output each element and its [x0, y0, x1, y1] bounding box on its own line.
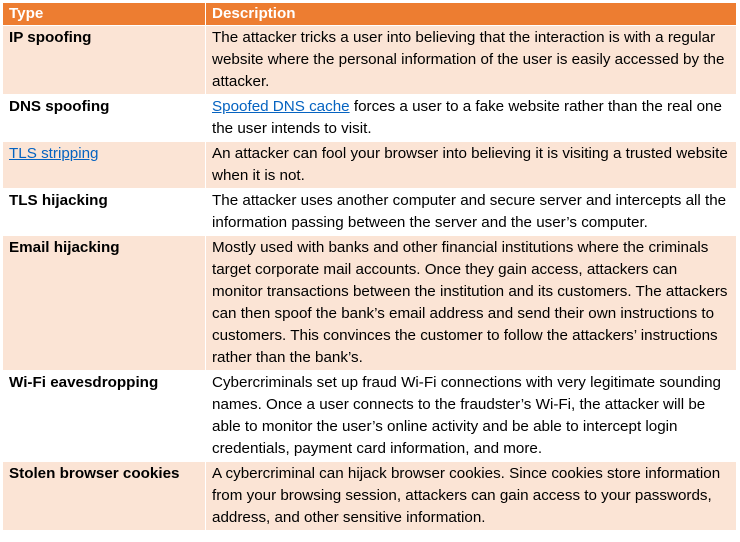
row-type: TLS hijacking: [3, 189, 206, 236]
row-description: [206, 95, 737, 142]
table-row-tls-hijacking: [3, 189, 737, 236]
row-description: The attacker uses another computer and secure server and intercepts all the information passing between the server and the user’s computer.: [206, 189, 737, 236]
row-description: A cybercriminal can hijack browser cookies. Since cookies store information from your browsing session, attackers can gain access to your passwords, address, and other sensitive information.: [206, 462, 737, 531]
table-row-stolen-browser-cookies: [3, 462, 737, 531]
table-body: [3, 26, 737, 531]
row-description-text: forces a user to a fake website rather than the real one the user intends to visit.: [212, 98, 722, 137]
table-row-wifi-eavesdropping: [3, 371, 737, 462]
table-header: [3, 3, 737, 26]
table-row-email-hijacking: [3, 236, 737, 371]
row-type: Stolen browser cookies: [3, 462, 206, 531]
header-description: Description: [206, 3, 737, 26]
table-row-ip-spoofing: [3, 26, 737, 95]
mitm-attack-types-table: [2, 2, 737, 531]
row-type: Wi-Fi eavesdropping: [3, 371, 206, 462]
row-description: An attacker can fool your browser into believing it is visiting a trusted website when it is not.: [206, 142, 737, 189]
row-type: Email hijacking: [3, 236, 206, 371]
table-row-tls-stripping: [3, 142, 737, 189]
table-row-dns-spoofing: [3, 95, 737, 142]
spoofed-dns-cache-link[interactable]: Spoofed DNS cache: [212, 98, 350, 115]
row-description: The attacker tricks a user into believing that the interaction is with a regular website where the personal information of the user is easily accessed by the attacker.: [206, 26, 737, 95]
row-description: Cybercriminals set up fraud Wi-Fi connections with very legitimate sounding names. Once a user connects to the fraudster’s Wi-Fi, the attacker will be able to monitor the user’s online activity and be able to intercept login credentials, payment card information, and more.: [206, 371, 737, 462]
tls-stripping-link[interactable]: TLS stripping: [9, 145, 99, 162]
row-type: DNS spoofing: [3, 95, 206, 142]
row-type: IP spoofing: [3, 26, 206, 95]
header-type: Type: [3, 3, 206, 26]
row-type: [3, 142, 206, 189]
row-description: Mostly used with banks and other financial institutions where the criminals target corporate mail accounts. Once they gain access, attackers can monitor transactions between the institution and its customers. The attackers can then spoof the bank’s email address and send their own instructions to customers. This convinces the customer to follow the attackers’ instructions rather than the bank’s.: [206, 236, 737, 371]
header-row: [3, 3, 737, 26]
